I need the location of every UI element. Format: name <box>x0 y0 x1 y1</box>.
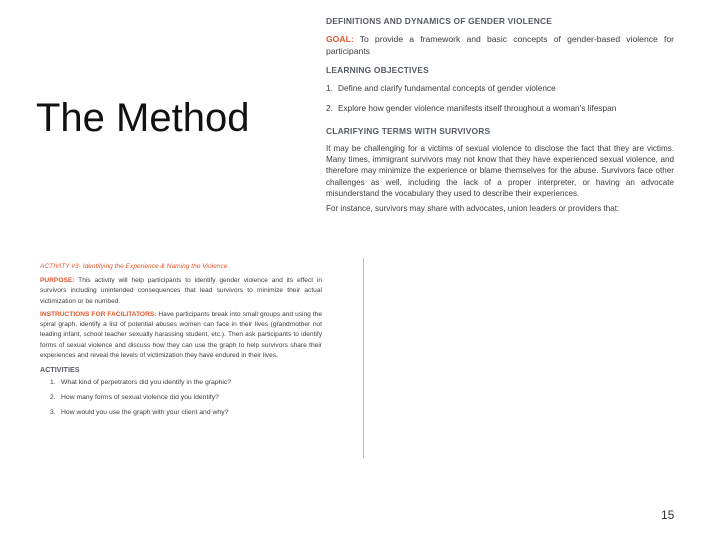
list-item: 3. How would you use the graph with your client and why? <box>50 409 229 417</box>
clarifying-heading: CLARIFYING TERMS WITH SURVIVORS <box>326 126 491 136</box>
body-paragraph: For instance, survivors may share with advocates, union leaders or providers that: <box>326 204 620 214</box>
objectives-heading: LEARNING OBJECTIVES <box>326 65 429 75</box>
objectives-list <box>326 82 674 114</box>
activities-heading: ACTIVITIES <box>40 365 80 375</box>
instructions-paragraph: INSTRUCTIONS FOR FACILITATORS: Have participants break into small groups and using the spiral graph, identify a list of potential abuses women can face in their lives (grandmother not leading infant, school teacher sexually harassing student, etc.). Then ask participants to identify forms of sexual violence and discuss how they can use the graph to help survivors share their experiences and reveal the levels of victimization they have endured in their lives. <box>40 310 322 360</box>
goal-statement <box>326 33 674 57</box>
purpose-paragraph: PURPOSE: This activity will help participants to identify gender violence and its effect in survivors including unintended consequences that lead survivors to minimize their actual victimization or be numbed. <box>40 277 322 305</box>
list-item: 1. Define and clarify fundamental concepts of gender violence <box>326 83 556 93</box>
activity-title: ACTIVITY #3- Identifying the Experience & Naming the Violence <box>40 263 228 270</box>
activities-list <box>40 378 322 418</box>
page-number: 15 <box>661 508 675 522</box>
instructions-label: INSTRUCTIONS FOR FACILITATORS: <box>40 310 157 318</box>
body-paragraph: It may be challenging for a victims of sexual violence to disclose the fact that they are victims. Many times, immigrant survivors may not know that they have experienced sexual violence, and therefore may minimize the experience or blame themselves for the abuse. Survivors face other challenges as well, including the lack of a proper interpreter, or having an advocate misunderstand the vocabulary they used to describe their experiences. <box>326 144 674 198</box>
section-heading: DEFINITIONS AND DYNAMICS OF GENDER VIOLENCE <box>326 16 553 26</box>
divider-line <box>363 258 364 458</box>
purpose-label: PURPOSE: <box>40 277 75 284</box>
list-item: 2. How many forms of sexual violence did you identify? <box>50 394 219 402</box>
slide-title: The Method <box>36 96 250 140</box>
list-item: 1. What kind of perpetrators did you identify in the graphic? <box>50 379 232 387</box>
document-excerpt-activity <box>40 263 322 423</box>
document-excerpt-definitions <box>326 16 674 218</box>
goal-label: GOAL: <box>326 34 354 44</box>
goal-text: To provide a framework and basic concepts of gender-based violence for participants <box>326 34 674 56</box>
list-item: 2. Explore how gender violence manifests itself throughout a woman's lifespan <box>326 103 617 113</box>
